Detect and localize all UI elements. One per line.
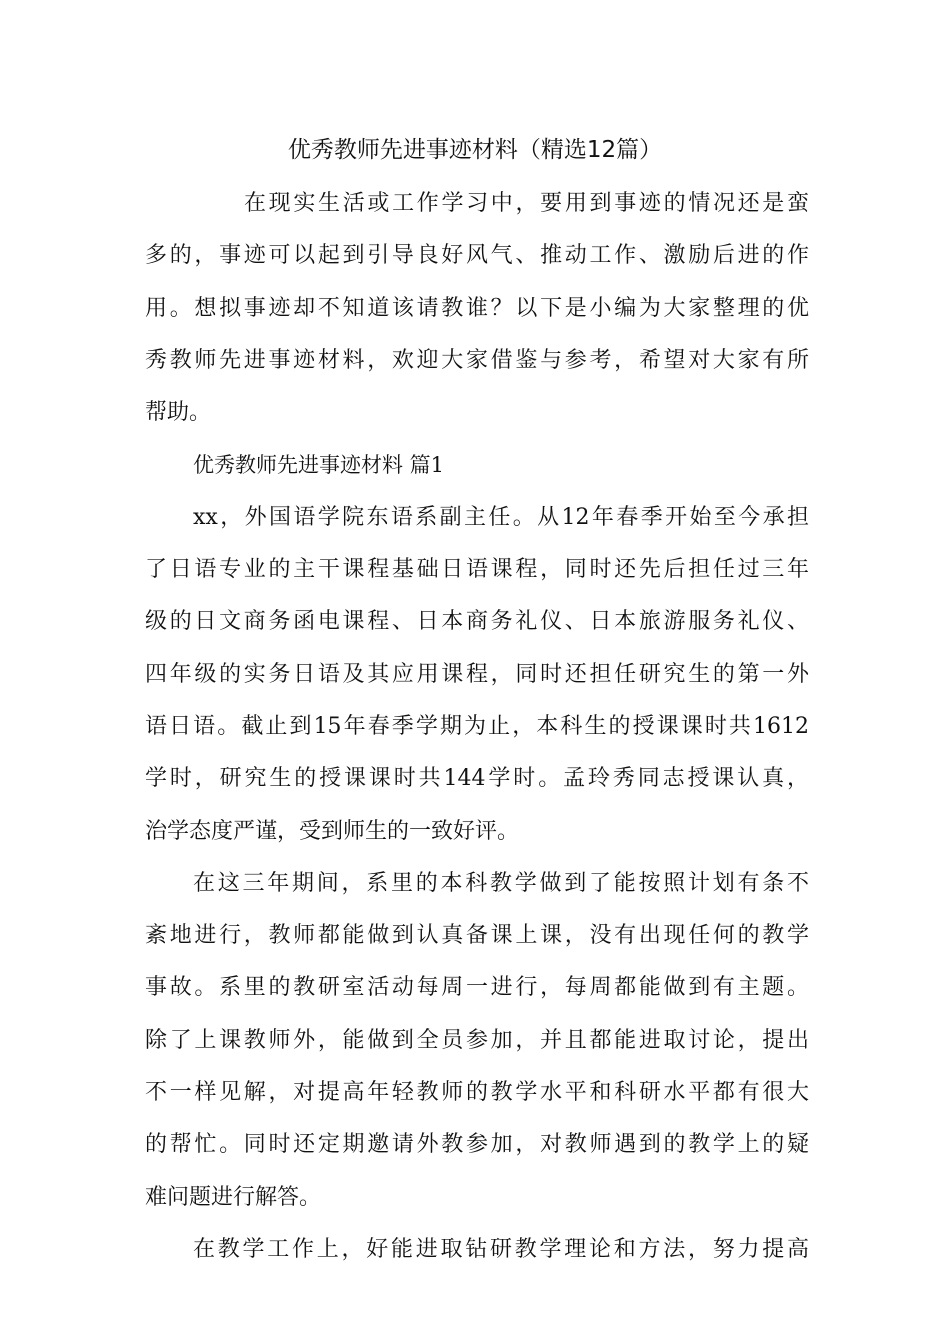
text-line: 在教学工作上，好能进取钻研教学理论和方法，努力提高 [193,1236,809,1262]
text-line: 的帮忙。同时还定期邀请外教参加，对教师遇到的教学上的疑 [145,1132,809,1158]
text-line: 紊地进行，教师都能做到认真备课上课，没有出现任何的教学 [145,923,809,949]
text-line: 在现实生活或工作学习中，要用到事迹的情况还是蛮 [244,191,809,216]
text-line: 多的，事迹可以起到引导良好风气、推动工作、激励后进的作 [145,243,809,269]
intro-paragraph [145,178,809,439]
document-title: 优秀教师先进事迹材料（精选12篇） [287,137,663,163]
text-line: 学时，研究生的授课课时共144学时。孟玲秀同志授课认真， [145,766,809,792]
text-line: xx，外国语学院东语系副主任。从12年春季开始至今承担 [193,504,809,530]
text-line: 在这三年期间，系里的本科教学做到了能按照计划有条不 [193,870,809,896]
text-line: 用。想拟事迹却不知道该请教谁？以下是小编为大家整理的优 [145,295,809,321]
text-line: 除了上课教师外，能做到全员参加，并且都能进取讨论，提出 [145,1027,809,1053]
text-line: 治学态度严谨，受到师生的一致好评。 [145,818,520,844]
paragraph-1 [145,492,809,858]
text-line: 帮助。 [145,400,212,426]
text-line: 了日语专业的主干课程基础日语课程，同时还先后担任过三年 [145,557,809,583]
text-line: 难问题进行解答。 [145,1184,322,1210]
text-line: 秀教师先进事迹材料，欢迎大家借鉴与参考，希望对大家有所 [145,347,809,373]
text-line: 事故。系里的教研室活动每周一进行，每周都能做到有主题。 [145,975,809,1001]
text-line: 不一样见解，对提高年轻教师的教学水平和科研水平都有很大 [145,1080,809,1106]
text-line: 四年级的实务日语及其应用课程，同时还担任研究生的第一外 [145,661,809,687]
paragraph-2 [145,858,809,1224]
section-heading: 优秀教师先进事迹材料 篇1 [193,453,445,478]
paragraph-3 [145,1224,809,1276]
text-line: 级的日文商务函电课程、日本商务礼仪、日本旅游服务礼仪、 [145,609,809,635]
document-body [145,178,809,1276]
text-line: 语日语。截止到15年春季学期为止，本科生的授课课时共1612 [145,713,809,739]
